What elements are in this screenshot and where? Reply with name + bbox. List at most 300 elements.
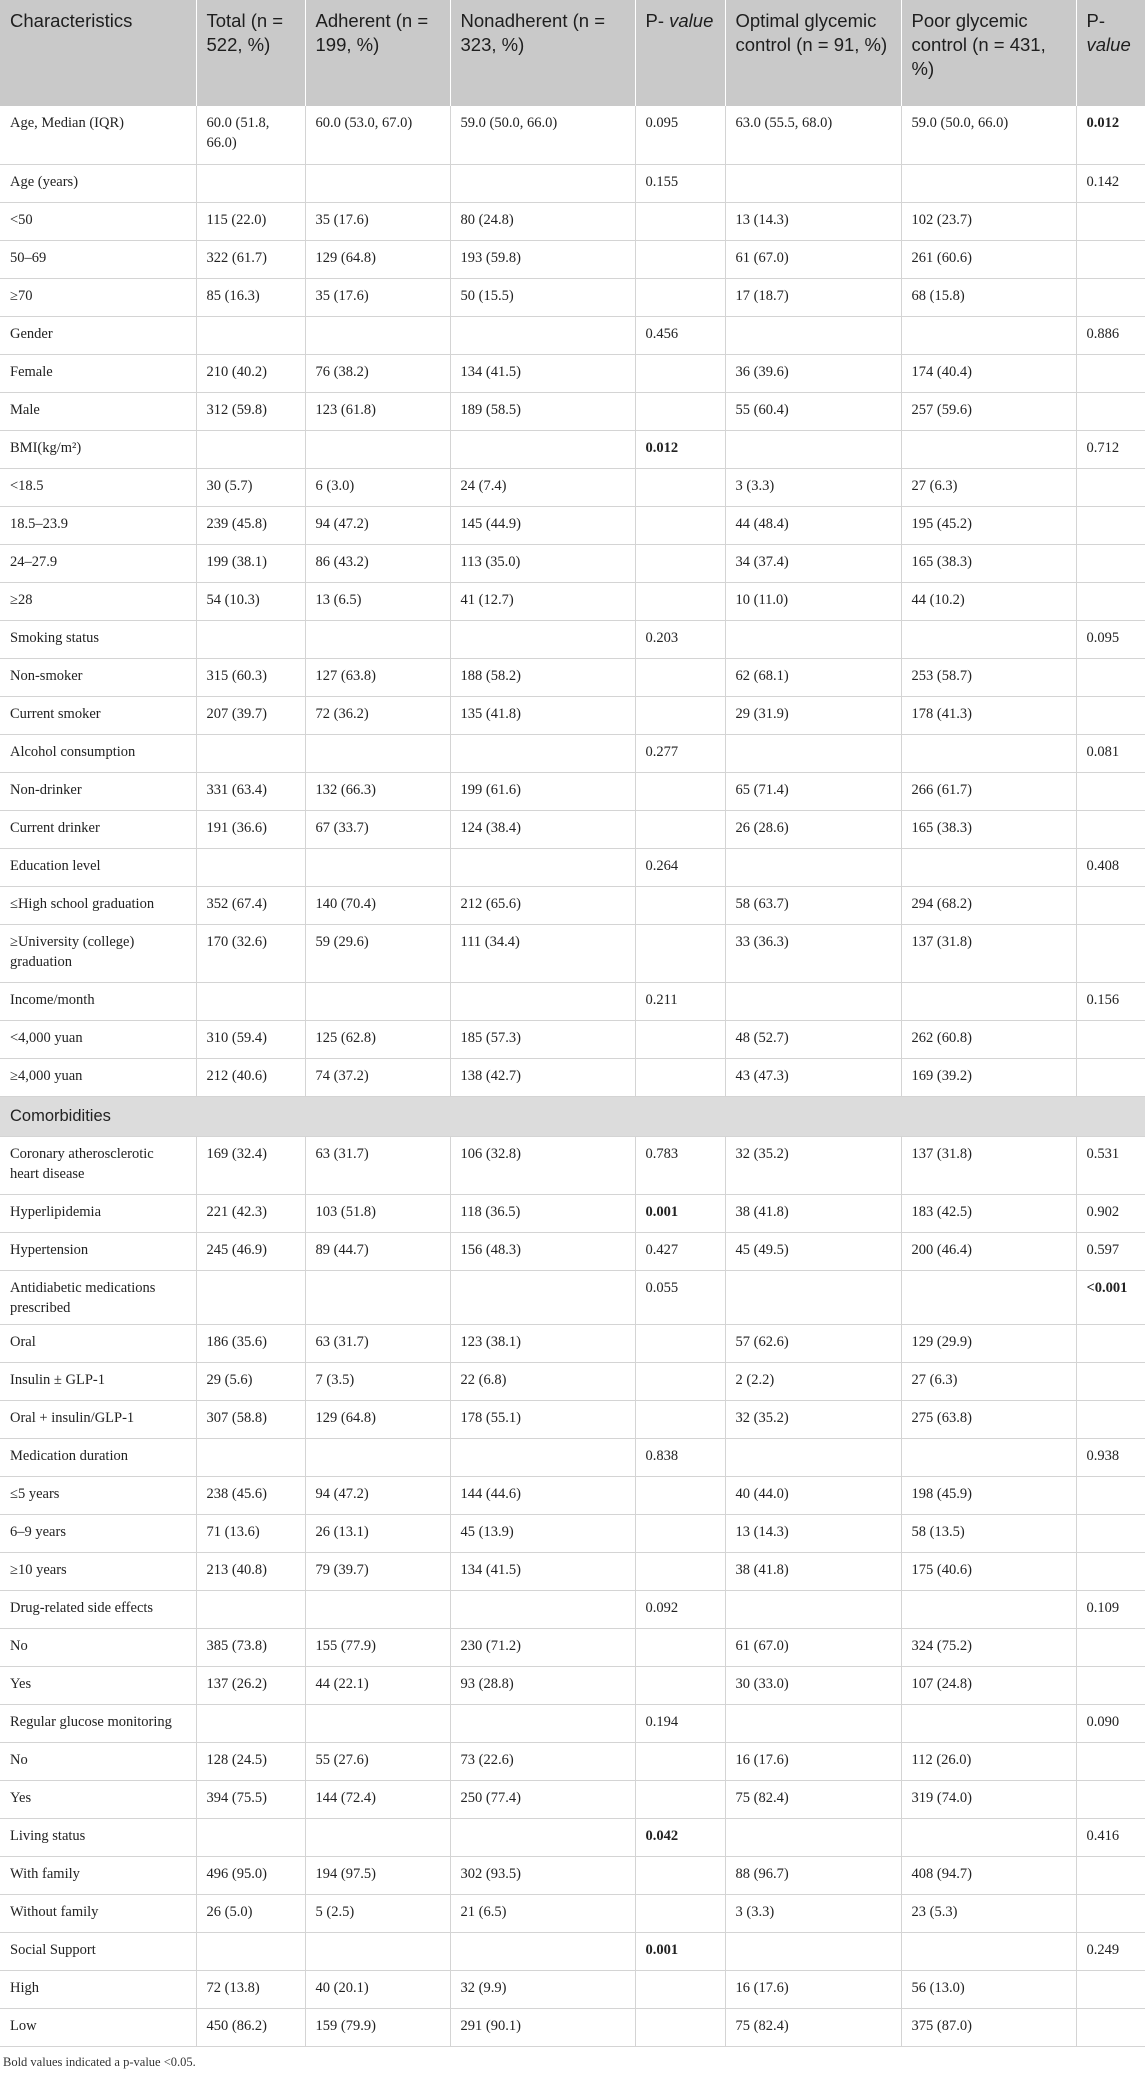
cell-optimal: 45 (49.5) — [725, 1232, 901, 1270]
table-row — [0, 620, 1145, 658]
cell-adherent: 123 (61.8) — [305, 392, 450, 430]
cell-adherent: 86 (43.2) — [305, 544, 450, 582]
cell-p2: 0.938 — [1076, 1438, 1145, 1476]
cell-adherent: 40 (20.1) — [305, 1970, 450, 2008]
cell-adherent — [305, 1704, 450, 1742]
table-row — [0, 1628, 1145, 1666]
section-row — [0, 1096, 1145, 1136]
cell-p2 — [1076, 544, 1145, 582]
cell-poor — [901, 1818, 1076, 1856]
cell-total: 207 (39.7) — [196, 696, 305, 734]
cell-p1: 0.055 — [635, 1270, 725, 1324]
cell-poor: 107 (24.8) — [901, 1666, 1076, 1704]
cell-optimal: 63.0 (55.5, 68.0) — [725, 106, 901, 164]
cell-label: <50 — [0, 202, 196, 240]
cell-p1 — [635, 1400, 725, 1438]
cell-label: Hyperlipidemia — [0, 1194, 196, 1232]
cell-adherent — [305, 1270, 450, 1324]
cell-adherent: 76 (38.2) — [305, 354, 450, 392]
table-row — [0, 886, 1145, 924]
cell-optimal — [725, 164, 901, 202]
table-row — [0, 1136, 1145, 1194]
cell-label: No — [0, 1628, 196, 1666]
cell-optimal: 16 (17.6) — [725, 1970, 901, 2008]
table-row — [0, 354, 1145, 392]
cell-optimal: 17 (18.7) — [725, 278, 901, 316]
cell-poor: 262 (60.8) — [901, 1020, 1076, 1058]
cell-p2: 0.416 — [1076, 1818, 1145, 1856]
cell-poor: 266 (61.7) — [901, 772, 1076, 810]
table-row — [0, 544, 1145, 582]
cell-label: Yes — [0, 1780, 196, 1818]
cell-nonadherent: 50 (15.5) — [450, 278, 635, 316]
cell-p2 — [1076, 658, 1145, 696]
cell-poor: 56 (13.0) — [901, 1970, 1076, 2008]
cell-optimal: 3 (3.3) — [725, 1894, 901, 1932]
table-row — [0, 1704, 1145, 1742]
cell-optimal — [725, 1438, 901, 1476]
cell-poor — [901, 734, 1076, 772]
cell-optimal: 26 (28.6) — [725, 810, 901, 848]
table-row — [0, 240, 1145, 278]
cell-optimal — [725, 982, 901, 1020]
cell-nonadherent: 24 (7.4) — [450, 468, 635, 506]
cell-optimal: 75 (82.4) — [725, 2008, 901, 2046]
cell-nonadherent — [450, 1932, 635, 1970]
cell-adherent — [305, 734, 450, 772]
cell-p2 — [1076, 1970, 1145, 2008]
cell-total: 72 (13.8) — [196, 1970, 305, 2008]
cell-p2: 0.012 — [1076, 106, 1145, 164]
cell-total — [196, 1438, 305, 1476]
table-row — [0, 430, 1145, 468]
cell-adherent — [305, 848, 450, 886]
cell-label: Yes — [0, 1666, 196, 1704]
cell-total: 191 (36.6) — [196, 810, 305, 848]
cell-p2 — [1076, 1514, 1145, 1552]
table-row — [0, 810, 1145, 848]
cell-adherent: 63 (31.7) — [305, 1324, 450, 1362]
cell-p1 — [635, 1628, 725, 1666]
cell-label: Insulin ± GLP-1 — [0, 1362, 196, 1400]
cell-total: 199 (38.1) — [196, 544, 305, 582]
cell-p1 — [635, 658, 725, 696]
cell-p1 — [635, 1780, 725, 1818]
cell-adherent: 125 (62.8) — [305, 1020, 450, 1058]
cell-p2: 0.249 — [1076, 1932, 1145, 1970]
cell-total — [196, 1818, 305, 1856]
cell-label: Current drinker — [0, 810, 196, 848]
cell-adherent — [305, 620, 450, 658]
cell-adherent: 89 (44.7) — [305, 1232, 450, 1270]
cell-nonadherent: 73 (22.6) — [450, 1742, 635, 1780]
cell-poor: 112 (26.0) — [901, 1742, 1076, 1780]
cell-total: 238 (45.6) — [196, 1476, 305, 1514]
cell-total — [196, 848, 305, 886]
cell-optimal: 57 (62.6) — [725, 1324, 901, 1362]
cell-p2: 0.886 — [1076, 316, 1145, 354]
cell-nonadherent: 156 (48.3) — [450, 1232, 635, 1270]
cell-total: 239 (45.8) — [196, 506, 305, 544]
cell-total — [196, 1270, 305, 1324]
cell-p2 — [1076, 506, 1145, 544]
cell-nonadherent: 135 (41.8) — [450, 696, 635, 734]
header-p-value-word: value — [669, 10, 714, 31]
table-row — [0, 582, 1145, 620]
cell-optimal: 61 (67.0) — [725, 1628, 901, 1666]
cell-p1: 0.001 — [635, 1932, 725, 1970]
cell-nonadherent: 144 (44.6) — [450, 1476, 635, 1514]
cell-adherent — [305, 164, 450, 202]
cell-nonadherent: 134 (41.5) — [450, 354, 635, 392]
cell-optimal: 75 (82.4) — [725, 1780, 901, 1818]
cell-label: Female — [0, 354, 196, 392]
cell-adherent: 55 (27.6) — [305, 1742, 450, 1780]
cell-nonadherent: 302 (93.5) — [450, 1856, 635, 1894]
cell-p2 — [1076, 1324, 1145, 1362]
cell-total: 307 (58.8) — [196, 1400, 305, 1438]
cell-p2 — [1076, 1666, 1145, 1704]
cell-label: Regular glucose monitoring — [0, 1704, 196, 1742]
cell-nonadherent: 212 (65.6) — [450, 886, 635, 924]
cell-label: Oral + insulin/GLP-1 — [0, 1400, 196, 1438]
cell-total: 210 (40.2) — [196, 354, 305, 392]
cell-total: 245 (46.9) — [196, 1232, 305, 1270]
cell-p2 — [1076, 1552, 1145, 1590]
cell-total — [196, 1704, 305, 1742]
cell-total: 315 (60.3) — [196, 658, 305, 696]
cell-p2 — [1076, 468, 1145, 506]
cell-nonadherent: 189 (58.5) — [450, 392, 635, 430]
cell-nonadherent: 199 (61.6) — [450, 772, 635, 810]
cell-p2: 0.712 — [1076, 430, 1145, 468]
cell-p2 — [1076, 582, 1145, 620]
header-characteristics: Characteristics — [0, 0, 196, 106]
cell-poor: 408 (94.7) — [901, 1856, 1076, 1894]
cell-nonadherent — [450, 316, 635, 354]
cell-p2 — [1076, 392, 1145, 430]
cell-optimal — [725, 1932, 901, 1970]
cell-nonadherent: 185 (57.3) — [450, 1020, 635, 1058]
cell-optimal: 48 (52.7) — [725, 1020, 901, 1058]
cell-label: 50–69 — [0, 240, 196, 278]
cell-poor: 58 (13.5) — [901, 1514, 1076, 1552]
cell-nonadherent: 118 (36.5) — [450, 1194, 635, 1232]
cell-p1: 0.783 — [635, 1136, 725, 1194]
cell-total: 221 (42.3) — [196, 1194, 305, 1232]
cell-optimal: 13 (14.3) — [725, 1514, 901, 1552]
cell-adherent: 67 (33.7) — [305, 810, 450, 848]
cell-optimal: 32 (35.2) — [725, 1136, 901, 1194]
cell-p1 — [635, 1058, 725, 1096]
cell-adherent — [305, 1932, 450, 1970]
cell-total: 212 (40.6) — [196, 1058, 305, 1096]
cell-poor — [901, 430, 1076, 468]
cell-p1: 0.012 — [635, 430, 725, 468]
cell-nonadherent: 45 (13.9) — [450, 1514, 635, 1552]
cell-p2: <0.001 — [1076, 1270, 1145, 1324]
cell-label: Non-drinker — [0, 772, 196, 810]
cell-poor — [901, 1704, 1076, 1742]
cell-p1 — [635, 202, 725, 240]
cell-label: ≥4,000 yuan — [0, 1058, 196, 1096]
cell-total — [196, 734, 305, 772]
cell-p1: 0.277 — [635, 734, 725, 772]
cell-nonadherent: 113 (35.0) — [450, 544, 635, 582]
cell-label: 18.5–23.9 — [0, 506, 196, 544]
table-row — [0, 658, 1145, 696]
cell-poor: 195 (45.2) — [901, 506, 1076, 544]
cell-total: 496 (95.0) — [196, 1856, 305, 1894]
cell-nonadherent — [450, 1818, 635, 1856]
cell-label: ≥70 — [0, 278, 196, 316]
cell-nonadherent: 41 (12.7) — [450, 582, 635, 620]
cell-adherent — [305, 430, 450, 468]
cell-nonadherent — [450, 164, 635, 202]
cell-p1 — [635, 1476, 725, 1514]
cell-adherent: 194 (97.5) — [305, 1856, 450, 1894]
table-row — [0, 1780, 1145, 1818]
cell-adherent — [305, 1818, 450, 1856]
table-row — [0, 1742, 1145, 1780]
cell-optimal: 88 (96.7) — [725, 1856, 901, 1894]
cell-label: No — [0, 1742, 196, 1780]
cell-optimal: 44 (48.4) — [725, 506, 901, 544]
table-row — [0, 278, 1145, 316]
cell-p2: 0.408 — [1076, 848, 1145, 886]
cell-label: ≥28 — [0, 582, 196, 620]
cell-poor: 102 (23.7) — [901, 202, 1076, 240]
cell-label: Alcohol consumption — [0, 734, 196, 772]
cell-p1 — [635, 278, 725, 316]
cell-p2 — [1076, 924, 1145, 982]
cell-label: 6–9 years — [0, 1514, 196, 1552]
cell-p1: 0.203 — [635, 620, 725, 658]
table-row — [0, 734, 1145, 772]
cell-adherent: 132 (66.3) — [305, 772, 450, 810]
cell-adherent: 94 (47.2) — [305, 1476, 450, 1514]
table-row — [0, 1194, 1145, 1232]
header-total: Total (n = 522, %) — [196, 0, 305, 106]
cell-total: 71 (13.6) — [196, 1514, 305, 1552]
header-p-value-adherence — [635, 0, 725, 106]
table-row — [0, 1058, 1145, 1096]
cell-label: ≤5 years — [0, 1476, 196, 1514]
cell-optimal: 38 (41.8) — [725, 1552, 901, 1590]
table-row — [0, 1362, 1145, 1400]
table-row — [0, 106, 1145, 164]
cell-total: 137 (26.2) — [196, 1666, 305, 1704]
cell-optimal: 40 (44.0) — [725, 1476, 901, 1514]
cell-p1: 0.092 — [635, 1590, 725, 1628]
cell-label: Male — [0, 392, 196, 430]
cell-total: 312 (59.8) — [196, 392, 305, 430]
cell-total: 213 (40.8) — [196, 1552, 305, 1590]
cell-optimal: 34 (37.4) — [725, 544, 901, 582]
cell-nonadherent: 21 (6.5) — [450, 1894, 635, 1932]
cell-label: Living status — [0, 1818, 196, 1856]
cell-nonadherent: 134 (41.5) — [450, 1552, 635, 1590]
table-row — [0, 468, 1145, 506]
cell-adherent: 7 (3.5) — [305, 1362, 450, 1400]
cell-optimal: 13 (14.3) — [725, 202, 901, 240]
cell-p1 — [635, 1514, 725, 1552]
cell-total: 169 (32.4) — [196, 1136, 305, 1194]
cell-optimal: 36 (39.6) — [725, 354, 901, 392]
cell-p2 — [1076, 696, 1145, 734]
cell-p1 — [635, 354, 725, 392]
cell-label: Drug-related side effects — [0, 1590, 196, 1628]
cell-adherent: 103 (51.8) — [305, 1194, 450, 1232]
table-row — [0, 1666, 1145, 1704]
header-poor: Poor glycemic control (n = 431, %) — [901, 0, 1076, 106]
cell-nonadherent — [450, 982, 635, 1020]
cell-p1 — [635, 1856, 725, 1894]
table-row — [0, 1020, 1145, 1058]
cell-label: Without family — [0, 1894, 196, 1932]
cell-p1 — [635, 1894, 725, 1932]
table-row — [0, 1438, 1145, 1476]
cell-total: 54 (10.3) — [196, 582, 305, 620]
cell-poor: 137 (31.8) — [901, 924, 1076, 982]
cell-poor — [901, 620, 1076, 658]
cell-label: Income/month — [0, 982, 196, 1020]
cell-p1: 0.456 — [635, 316, 725, 354]
cell-label: Social Support — [0, 1932, 196, 1970]
cell-poor: 275 (63.8) — [901, 1400, 1076, 1438]
cell-p2: 0.109 — [1076, 1590, 1145, 1628]
cell-label: Non-smoker — [0, 658, 196, 696]
cell-total: 60.0 (51.8, 66.0) — [196, 106, 305, 164]
cell-p2 — [1076, 1856, 1145, 1894]
cell-nonadherent: 22 (6.8) — [450, 1362, 635, 1400]
cell-optimal — [725, 1704, 901, 1742]
cell-p1 — [635, 468, 725, 506]
cell-total: 29 (5.6) — [196, 1362, 305, 1400]
table-row — [0, 2008, 1145, 2046]
cell-nonadherent: 178 (55.1) — [450, 1400, 635, 1438]
cell-optimal: 29 (31.9) — [725, 696, 901, 734]
cell-p2: 0.597 — [1076, 1232, 1145, 1270]
cell-poor: 169 (39.2) — [901, 1058, 1076, 1096]
cell-p1 — [635, 1742, 725, 1780]
cell-total: 128 (24.5) — [196, 1742, 305, 1780]
cell-p1: 0.095 — [635, 106, 725, 164]
cell-nonadherent: 32 (9.9) — [450, 1970, 635, 2008]
cell-p2 — [1076, 1894, 1145, 1932]
cell-p2 — [1076, 278, 1145, 316]
cell-nonadherent — [450, 1590, 635, 1628]
cell-p2: 0.081 — [1076, 734, 1145, 772]
table-row — [0, 1270, 1145, 1324]
cell-nonadherent — [450, 430, 635, 468]
cell-poor: 68 (15.8) — [901, 278, 1076, 316]
cell-poor — [901, 1590, 1076, 1628]
cell-label: Low — [0, 2008, 196, 2046]
cell-p1 — [635, 1552, 725, 1590]
table-row — [0, 1476, 1145, 1514]
cell-nonadherent: 123 (38.1) — [450, 1324, 635, 1362]
cell-label: Education level — [0, 848, 196, 886]
cell-p2 — [1076, 1400, 1145, 1438]
cell-nonadherent: 230 (71.2) — [450, 1628, 635, 1666]
cell-total: 331 (63.4) — [196, 772, 305, 810]
cell-nonadherent: 111 (34.4) — [450, 924, 635, 982]
cell-total — [196, 1590, 305, 1628]
cell-label: BMI(kg/m²) — [0, 430, 196, 468]
cell-label: Age (years) — [0, 164, 196, 202]
cell-label: With family — [0, 1856, 196, 1894]
cell-p2: 0.095 — [1076, 620, 1145, 658]
cell-adherent: 5 (2.5) — [305, 1894, 450, 1932]
cell-p2 — [1076, 886, 1145, 924]
cell-poor: 183 (42.5) — [901, 1194, 1076, 1232]
cell-adherent: 129 (64.8) — [305, 240, 450, 278]
cell-total: 394 (75.5) — [196, 1780, 305, 1818]
cell-adherent: 26 (13.1) — [305, 1514, 450, 1552]
cell-label: ≥10 years — [0, 1552, 196, 1590]
cell-adherent: 44 (22.1) — [305, 1666, 450, 1704]
table-header-row — [0, 0, 1145, 106]
cell-label: Medication duration — [0, 1438, 196, 1476]
cell-total — [196, 620, 305, 658]
cell-poor: 294 (68.2) — [901, 886, 1076, 924]
cell-poor: 129 (29.9) — [901, 1324, 1076, 1362]
cell-optimal — [725, 430, 901, 468]
cell-p1 — [635, 886, 725, 924]
cell-adherent: 74 (37.2) — [305, 1058, 450, 1096]
cell-optimal: 38 (41.8) — [725, 1194, 901, 1232]
cell-label: <18.5 — [0, 468, 196, 506]
cell-poor — [901, 164, 1076, 202]
cell-total — [196, 982, 305, 1020]
cell-adherent — [305, 1438, 450, 1476]
cell-total: 30 (5.7) — [196, 468, 305, 506]
cell-p1 — [635, 772, 725, 810]
cell-optimal: 61 (67.0) — [725, 240, 901, 278]
cell-p2 — [1076, 1476, 1145, 1514]
cell-optimal: 16 (17.6) — [725, 1742, 901, 1780]
cell-label: ≤High school graduation — [0, 886, 196, 924]
cell-poor: 324 (75.2) — [901, 1628, 1076, 1666]
cell-adherent — [305, 1590, 450, 1628]
table-row — [0, 772, 1145, 810]
table-row — [0, 1552, 1145, 1590]
cell-nonadherent — [450, 1270, 635, 1324]
header-nonadherent: Nonadherent (n = 323, %) — [450, 0, 635, 106]
cell-label: 24–27.9 — [0, 544, 196, 582]
cell-p2 — [1076, 1628, 1145, 1666]
cell-p1: 0.211 — [635, 982, 725, 1020]
cell-adherent: 72 (36.2) — [305, 696, 450, 734]
cell-optimal: 33 (36.3) — [725, 924, 901, 982]
cell-p1: 0.155 — [635, 164, 725, 202]
cell-p2 — [1076, 1780, 1145, 1818]
cell-optimal: 65 (71.4) — [725, 772, 901, 810]
cell-p2: 0.531 — [1076, 1136, 1145, 1194]
cell-poor: 59.0 (50.0, 66.0) — [901, 106, 1076, 164]
cell-nonadherent: 291 (90.1) — [450, 2008, 635, 2046]
cell-p1: 0.194 — [635, 1704, 725, 1742]
cell-nonadherent: 80 (24.8) — [450, 202, 635, 240]
table-row — [0, 848, 1145, 886]
cell-total: 85 (16.3) — [196, 278, 305, 316]
cell-poor: 165 (38.3) — [901, 544, 1076, 582]
cell-total: 352 (67.4) — [196, 886, 305, 924]
cell-poor: 178 (41.3) — [901, 696, 1076, 734]
cell-p2 — [1076, 1058, 1145, 1096]
cell-p2 — [1076, 1742, 1145, 1780]
